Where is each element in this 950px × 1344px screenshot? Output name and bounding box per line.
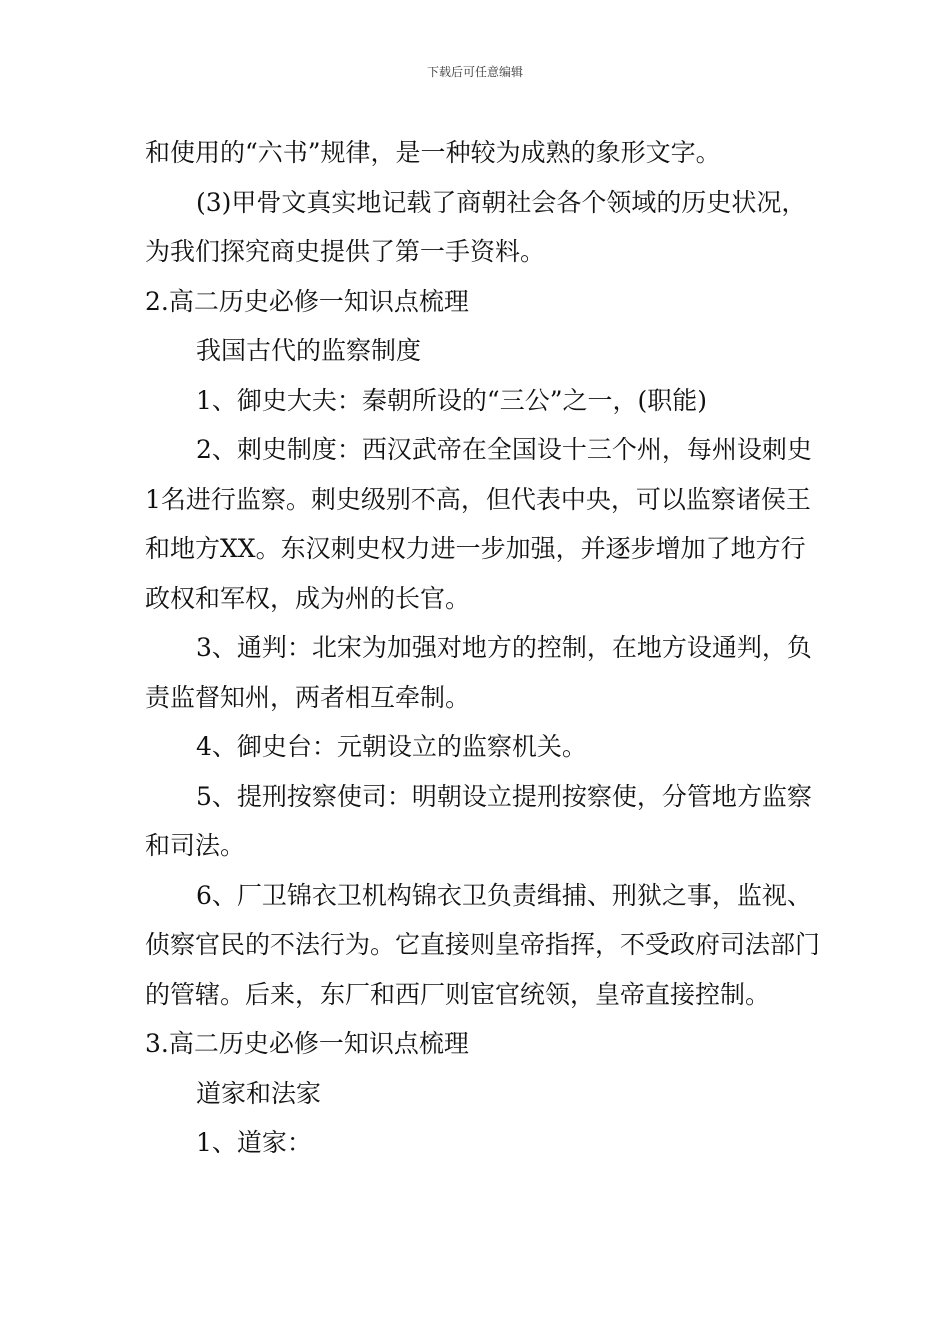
page-header-note: 下载后可任意编辑	[426, 65, 523, 79]
subsection-title: 道家和法家	[196, 1078, 322, 1108]
paragraph: 和使用的“六书”规律，是一种较为成熟的象形文字。	[145, 138, 721, 167]
list-item: 1、御史大夫：秦朝所设的“三公”之一，(职能)	[196, 385, 707, 415]
paragraph: (3)甲骨文真实地记载了商朝社会各个领域的历史状况，为我们探究商史提供了第一手资料。	[145, 187, 807, 266]
list-item: 5、提刑按察使司：明朝设立提刑按察使，分管地方监察和司法。	[145, 781, 812, 860]
document-body	[145, 128, 825, 1168]
subsection-title: 我国古代的监察制度	[196, 336, 422, 365]
list-item: 4、御史台：元朝设立的监察机关。	[196, 732, 587, 761]
list-item: 2、刺史制度：西汉武帝在全国设十三个州，每州设刺史1名进行监察。刺史级别不高，但代表中央，可以监察诸侯王和地方XX。东汉刺史权力进一步加强，并逐步增加了地方行政权和军权，成为州的长官。	[145, 435, 812, 613]
section-heading: 3.高二历史必修一知识点梳理	[145, 1029, 469, 1058]
list-item: 3、通判：北宋为加强对地方的控制，在地方设通判，负责监督知州，两者相互牵制。	[145, 633, 812, 712]
list-item: 6、厂卫锦衣卫机构锦衣卫负责缉捕、刑狱之事，监视、侦察官民的不法行为。它直接则皇帝指挥，不受政府司法部门的管辖。后来，东厂和西厂则宦官统领，皇帝直接控制。	[145, 880, 821, 1009]
section-heading: 2.高二历史必修一知识点梳理	[145, 286, 469, 316]
list-item: 1、道家：	[196, 1128, 312, 1157]
